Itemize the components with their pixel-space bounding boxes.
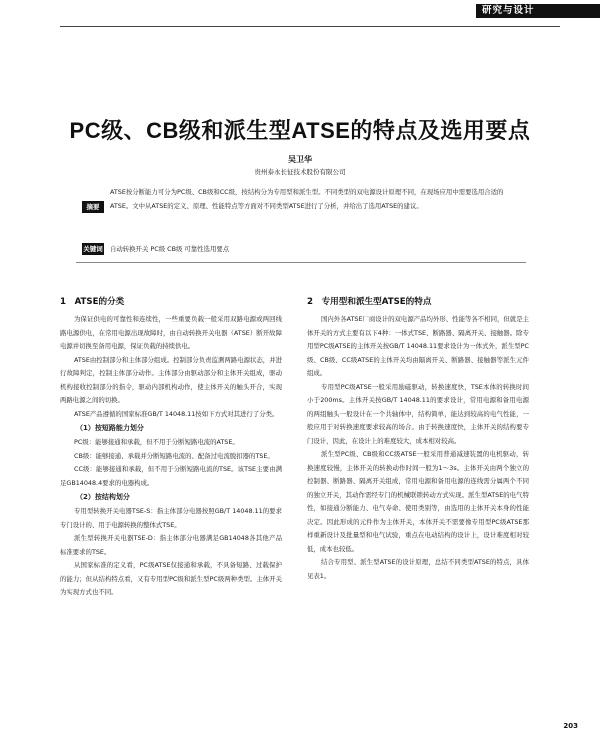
paragraph: 专用型转换开关电器TSE-S：指主体部分电器按照GB/T 14048.11的要求专门设计的、用于电源转换的整体式TSE。	[60, 507, 282, 529]
author-affiliation: 贵州泰永长征技术股份有限公司	[254, 168, 346, 176]
keywords-label: 关键词	[83, 245, 103, 253]
page-number: 203	[563, 722, 578, 730]
keywords-text: 自动转换开关 PC级 CB级 可靠性选用要点	[110, 245, 230, 253]
paragraph: CC级：能够接通和承载，但不用于分断短路电流的TSE。该TSE主要由满足GB14048.4要求的电器构成。	[60, 465, 282, 487]
paragraph: 专用型PC级ATSE一般采用励磁驱动，转换速度快，TSE本体的转换时间小于200ms。主体开关按GB/T 14048.11的要求设计，常用电源和备用电源的两组触头一般设计在一个共轴体中，结构简单，能达到较高的电气性能，一般应用于对转换速度要求较高的场合。由于转换速度快，主体开关的结构要专门设计，因此，在设计上的难度较大，成本相对较高。	[307, 382, 529, 445]
paragraph: 从国家标准的定义看，PC级ATSE仅接通和承载，不具备短路、过载保护的能力；但从结构特点看，又有专用型PC级和派生型PC级两种类型。主体开关为实现方式也不同。	[60, 561, 282, 596]
paragraph: ATSE产品遵循的国家标准GB/T 14048.11按如下方式对其进行了分类。	[74, 409, 279, 418]
paragraph: 为保证供电的可靠性和连续性，一些重要负载一般采用双路电源或两回线路电源供电，在常用电源出现故障时，由自动转换开关电器（ATSE）断开故障电源并切换至备用电源，保证负载的持续供电。	[60, 315, 282, 350]
paragraph: 国内外各ATSE厂商设计的双电源产品均外形、性能等各不相同，但就是主体开关的方式主要有以下4种：一体式TSE、断路器、隔离开关、接触器。除专用型PC级ATSE的主体开关按GB/T 14048.11要求设计为一体式外，派生型PC级、CB级、CC级ATSE的主体开关均由隔离开关、断路器、接触器等派生元件组成。	[307, 315, 529, 377]
abstract-label: 摘要	[82, 201, 104, 213]
paragraph: 派生型转换开关电器TSE-D：指主体部分电器满足GB14048各其他产品标准要求的TSE。	[60, 534, 282, 556]
abstract-divider	[76, 262, 526, 263]
subsection-heading: （2）按结构划分	[76, 493, 130, 501]
article-title: PC级、CB级和派生型ATSE的特点及选用要点	[69, 118, 531, 143]
author-name: 吴卫华	[288, 155, 312, 164]
paragraph: ATSE由控制部分和主体部分组成。控制部分负责监测两路电源状态，并进行故障判定，控制主体部分动作。主体部分由驱动部分和主体开关组成，驱动机构接收控制部分的指令，驱动内部机构动作，使主体开关的触头开合，实现两路电源之间的切换。	[60, 355, 282, 404]
section-heading: 2 专用型和派生型ATSE的特点	[307, 297, 432, 307]
left-column	[60, 296, 282, 600]
right-column	[307, 296, 529, 583]
section-heading: 1 ATSE的分类	[60, 297, 125, 307]
paragraph: CB级：能够接通、承载并分断短路电流的、配备过电流脱扣器的TSE。	[74, 451, 274, 460]
paragraph: 派生型PC级、CB级和CC级ATSE一般采用普通减速装置的电机驱动，转换速度较慢，主体开关的转换动作时间一般为1～3s。主体开关由两个独立的控制器、断路器、隔离开关组成，常用电源和备用电源的连线需分属两个不同的独立开关，其动作需经专门的机械联锁转动方式实现。派生型ATSE的电气特性，如接通分断能力、电气寿命、使用类别等，由选用的主体开关本身的性能决定。因此形成的元件作为主体开关，本体开关不需要像专用型PC级ATSE那样重新设计及批量型和电气试验，重点在电动结构的设计上，设计难度相对较低，成本也较低。	[307, 450, 529, 553]
abstract-text: ATSE按分断能力可分为PC级、CB级和CC级，按结构分为专用型和派生型。不同类型的双电源设计原理不同，在现场应用中需要选用合适的ATSE。文中从ATSE的定义、原理、性能特点等方面对不同类型ATSE进行了分析，并给出了选用ATSE的建议。	[110, 188, 504, 210]
paragraph: 结合专用型、派生型ATSE的设计原理，总结不同类型ATSE的特点，具体见表1。	[307, 558, 529, 580]
section-header: 研究与设计	[482, 5, 535, 16]
paragraph: PC级：能够接通和承载，但不用于分断短路电流的ATSE。	[74, 438, 239, 446]
subsection-heading: （1）按短路能力划分	[76, 424, 144, 432]
header-divider	[60, 26, 560, 27]
